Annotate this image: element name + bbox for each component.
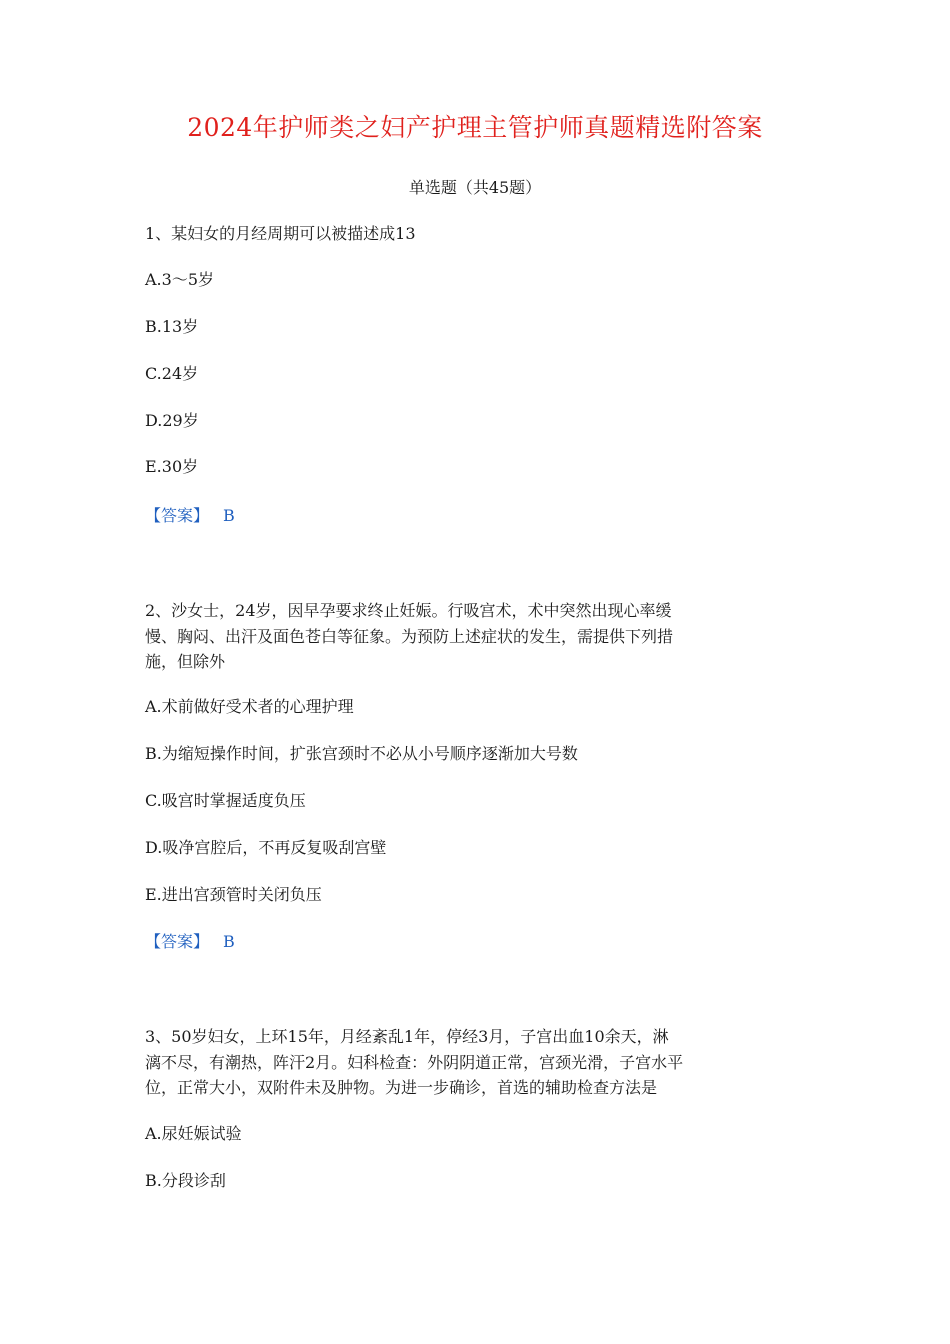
option-c: C.24岁 <box>145 364 199 383</box>
question-stem: 慢、胸闷、出汗及面色苍白等征象。为预防上述症状的发生，需提供下列措 <box>145 627 674 646</box>
option-b: B.13岁 <box>145 317 199 336</box>
option-b: B.为缩短操作时间，扩张宫颈时不必从小号顺序逐渐加大号数 <box>145 744 578 763</box>
answer-label: 【答案】 <box>145 506 210 525</box>
section-heading: 单选题（共45题） <box>408 178 542 197</box>
question-stem: 位，正常大小，双附件未及肿物。为进一步确诊，首选的辅助检查方法是 <box>145 1078 658 1097</box>
question-stem: 1、某妇女的月经周期可以被描述成13 <box>145 224 416 243</box>
option-a: A.术前做好受术者的心理护理 <box>145 697 354 716</box>
answer-line <box>145 504 235 528</box>
option-e: E.进出宫颈管时关闭负压 <box>145 885 322 904</box>
question-stem: 3、50岁妇女，上环15年，月经紊乱1年，停经3月，子宫出血10余天，淋 <box>145 1027 669 1046</box>
document-title: 2024年护师类之妇产护理主管护师真题精选附答案 <box>187 113 763 142</box>
answer-label: 【答案】 <box>145 932 210 951</box>
question-stem: 2、沙女士，24岁，因早孕要求终止妊娠。行吸宫术，术中突然出现心率缓 <box>145 601 672 620</box>
question-stem: 漓不尽，有潮热，阵汗2月。妇科检查：外阴阴道正常，宫颈光滑，子宫水平 <box>145 1053 684 1072</box>
option-d: D.29岁 <box>145 411 199 430</box>
option-a: A.3～5岁 <box>145 270 215 289</box>
answer-line <box>145 930 235 954</box>
option-a: A.尿妊娠试验 <box>145 1124 242 1143</box>
option-d: D.吸净宫腔后，不再反复吸刮宫壁 <box>145 838 387 857</box>
answer-value: B <box>223 932 235 951</box>
option-c: C.吸宫时掌握适度负压 <box>145 791 306 810</box>
option-e: E.30岁 <box>145 457 199 476</box>
question-stem: 施，但除外 <box>145 652 226 671</box>
answer-value: B <box>223 506 235 525</box>
option-b: B.分段诊刮 <box>145 1171 226 1190</box>
